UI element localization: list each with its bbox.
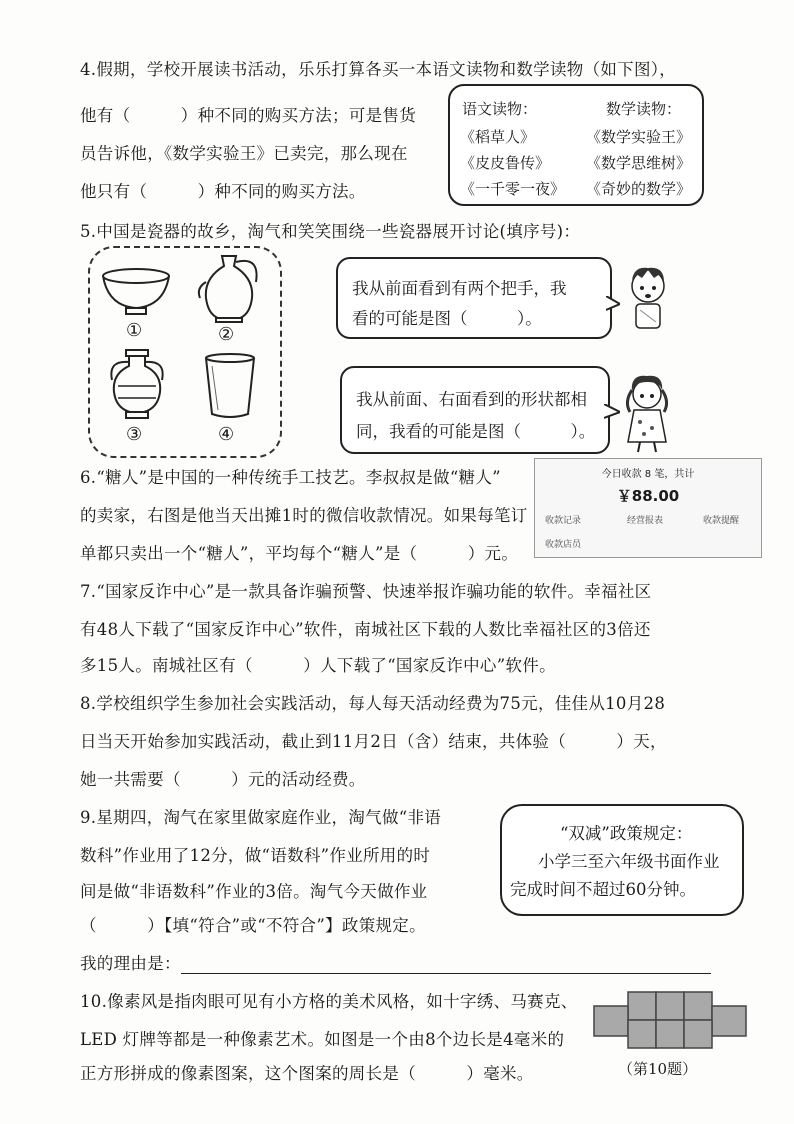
q5-line-1: 5.中国是瓷器的故乡，淘气和笑笑围绕一些瓷器展开讨论(填序号)： <box>80 222 581 241</box>
receipt-option: 收款记录 <box>545 516 582 526</box>
reason-label: 我的理由是： <box>80 954 181 973</box>
q8-line-3: 她一共需要（ ）元的活动经费。 <box>80 770 366 789</box>
bubble-text: 我从前面、右面看到的形状都相 <box>356 390 587 409</box>
figure-label: ② <box>218 324 235 345</box>
math-book: 《数学实验王》 <box>586 128 692 146</box>
jug-figure <box>194 252 266 324</box>
q6-line-1: 6.“糖人”是中国的一种传统手工技艺。李叔叔是做“糖人” <box>80 468 501 487</box>
q10-line-3: 正方形拼成的像素图案，这个图案的周长是（ ）毫米。 <box>80 1064 534 1083</box>
policy-text: 小学三至六年级书面作业 <box>538 852 720 871</box>
speech-bubble-xiaoxiao <box>340 366 610 454</box>
q4-line-3: 员告诉他，《数学实验王》已卖完，那么现在 <box>80 144 408 163</box>
receipt-option: 收款提醒 <box>703 516 740 526</box>
figure-label: ① <box>126 320 143 341</box>
bowl-figure <box>100 266 172 318</box>
cup-figure <box>202 352 258 422</box>
q6-line-3: 单都只卖出一个“糖人”，平均每个“糖人”是（ ）元。 <box>80 544 519 563</box>
pixel-pattern-figure <box>592 990 748 1050</box>
amphora-figure <box>104 348 170 422</box>
q8-line-1: 8.学校组织学生参加社会实践活动，每人每天活动经费为75元，佳佳从10月28 <box>80 694 666 713</box>
policy-text: 完成时间不超过60分钟。 <box>510 880 696 899</box>
q9-line-1: 9.星期四，淘气在家里做家庭作业，淘气做“非语 <box>80 808 442 827</box>
speech-bubble-taoqi <box>336 257 612 339</box>
q4-line-2: 他有（ ）种不同的购买方法；可是售货 <box>80 106 416 125</box>
math-book: 《数学思维树》 <box>586 154 692 172</box>
boy-cartoon-icon <box>620 262 678 336</box>
bubble-text: 同，我看的可能是图（ ）。 <box>356 422 596 441</box>
q10-line-2: LED 灯牌等都是一种像素艺术。如图是一个由8个边长是4毫米的 <box>80 1030 565 1049</box>
q7-line-1: 7.“国家反诈中心”是一款具备诈骗预警、快速举报诈骗功能的软件。幸福社区 <box>80 582 652 601</box>
figure-label: ③ <box>126 424 143 445</box>
figure-caption: （第10题） <box>618 1060 698 1078</box>
receipt-option: 经营报表 <box>627 516 664 526</box>
porcelain-figure-box <box>88 246 282 458</box>
q8-line-2: 日当天开始参加实践活动，截止到11月2日（含）结束，共体验（ ）天， <box>80 732 667 751</box>
policy-title: “双减”政策规定： <box>560 824 693 843</box>
q4-line-4: 他只有（ ）种不同的购买方法。 <box>80 182 366 201</box>
q10-line-1: 10.像素风是指肉眼可见有小方格的美术风格，如十字绣、马赛克、 <box>80 992 578 1011</box>
reason-answer-blank[interactable] <box>181 955 711 974</box>
book-list-box <box>448 84 704 206</box>
chinese-book: 《一千零一夜》 <box>460 180 566 198</box>
bubble-tail-icon <box>606 296 620 312</box>
q6-line-2: 的卖家，右图是他当天出摊1时的微信收款情况。如果每笔订 <box>80 506 528 525</box>
q4-line-1: 4.假期，学校开展读书活动，乐乐打算各买一本语文读物和数学读物（如下图）， <box>80 60 677 79</box>
q9-reason-line <box>80 950 711 974</box>
wechat-payment-receipt <box>534 458 762 558</box>
receipt-header: 今日收款 8 笔，共计 <box>601 469 695 480</box>
q9-line-3: 间是做“非语数科”作业的3倍。淘气今天做作业 <box>80 882 428 901</box>
q9-line-4: （ ）【填“符合”或“不符合”】政策规定。 <box>80 916 426 935</box>
bubble-text: 我从前面看到有两个把手，我 <box>352 279 567 298</box>
math-book: 《奇妙的数学》 <box>586 180 692 198</box>
chinese-book: 《稻草人》 <box>460 128 536 146</box>
figure-label: ④ <box>218 424 235 445</box>
q9-line-2: 数科”作业用了12分，做“语数科”作业所用的时 <box>80 846 431 865</box>
double-reduction-policy-box <box>500 804 744 916</box>
bubble-text: 看的可能是图（ ）。 <box>352 309 542 328</box>
receipt-option: 收款店员 <box>545 540 582 550</box>
chinese-book: 《皮皮鲁传》 <box>460 154 551 172</box>
q7-line-3: 多15人。南城社区有（ ）人下载了“国家反诈中心”软件。 <box>80 656 556 675</box>
bubble-tail-icon <box>604 404 620 420</box>
math-books-title: 数学读物： <box>606 100 682 118</box>
receipt-amount: ￥88.00 <box>616 487 680 505</box>
q7-line-2: 有48人下载了“国家反诈中心”软件，南城社区下载的人数比幸福社区的3倍还 <box>80 620 651 639</box>
girl-cartoon-icon <box>622 372 672 454</box>
chinese-books-title: 语文读物： <box>462 100 538 118</box>
